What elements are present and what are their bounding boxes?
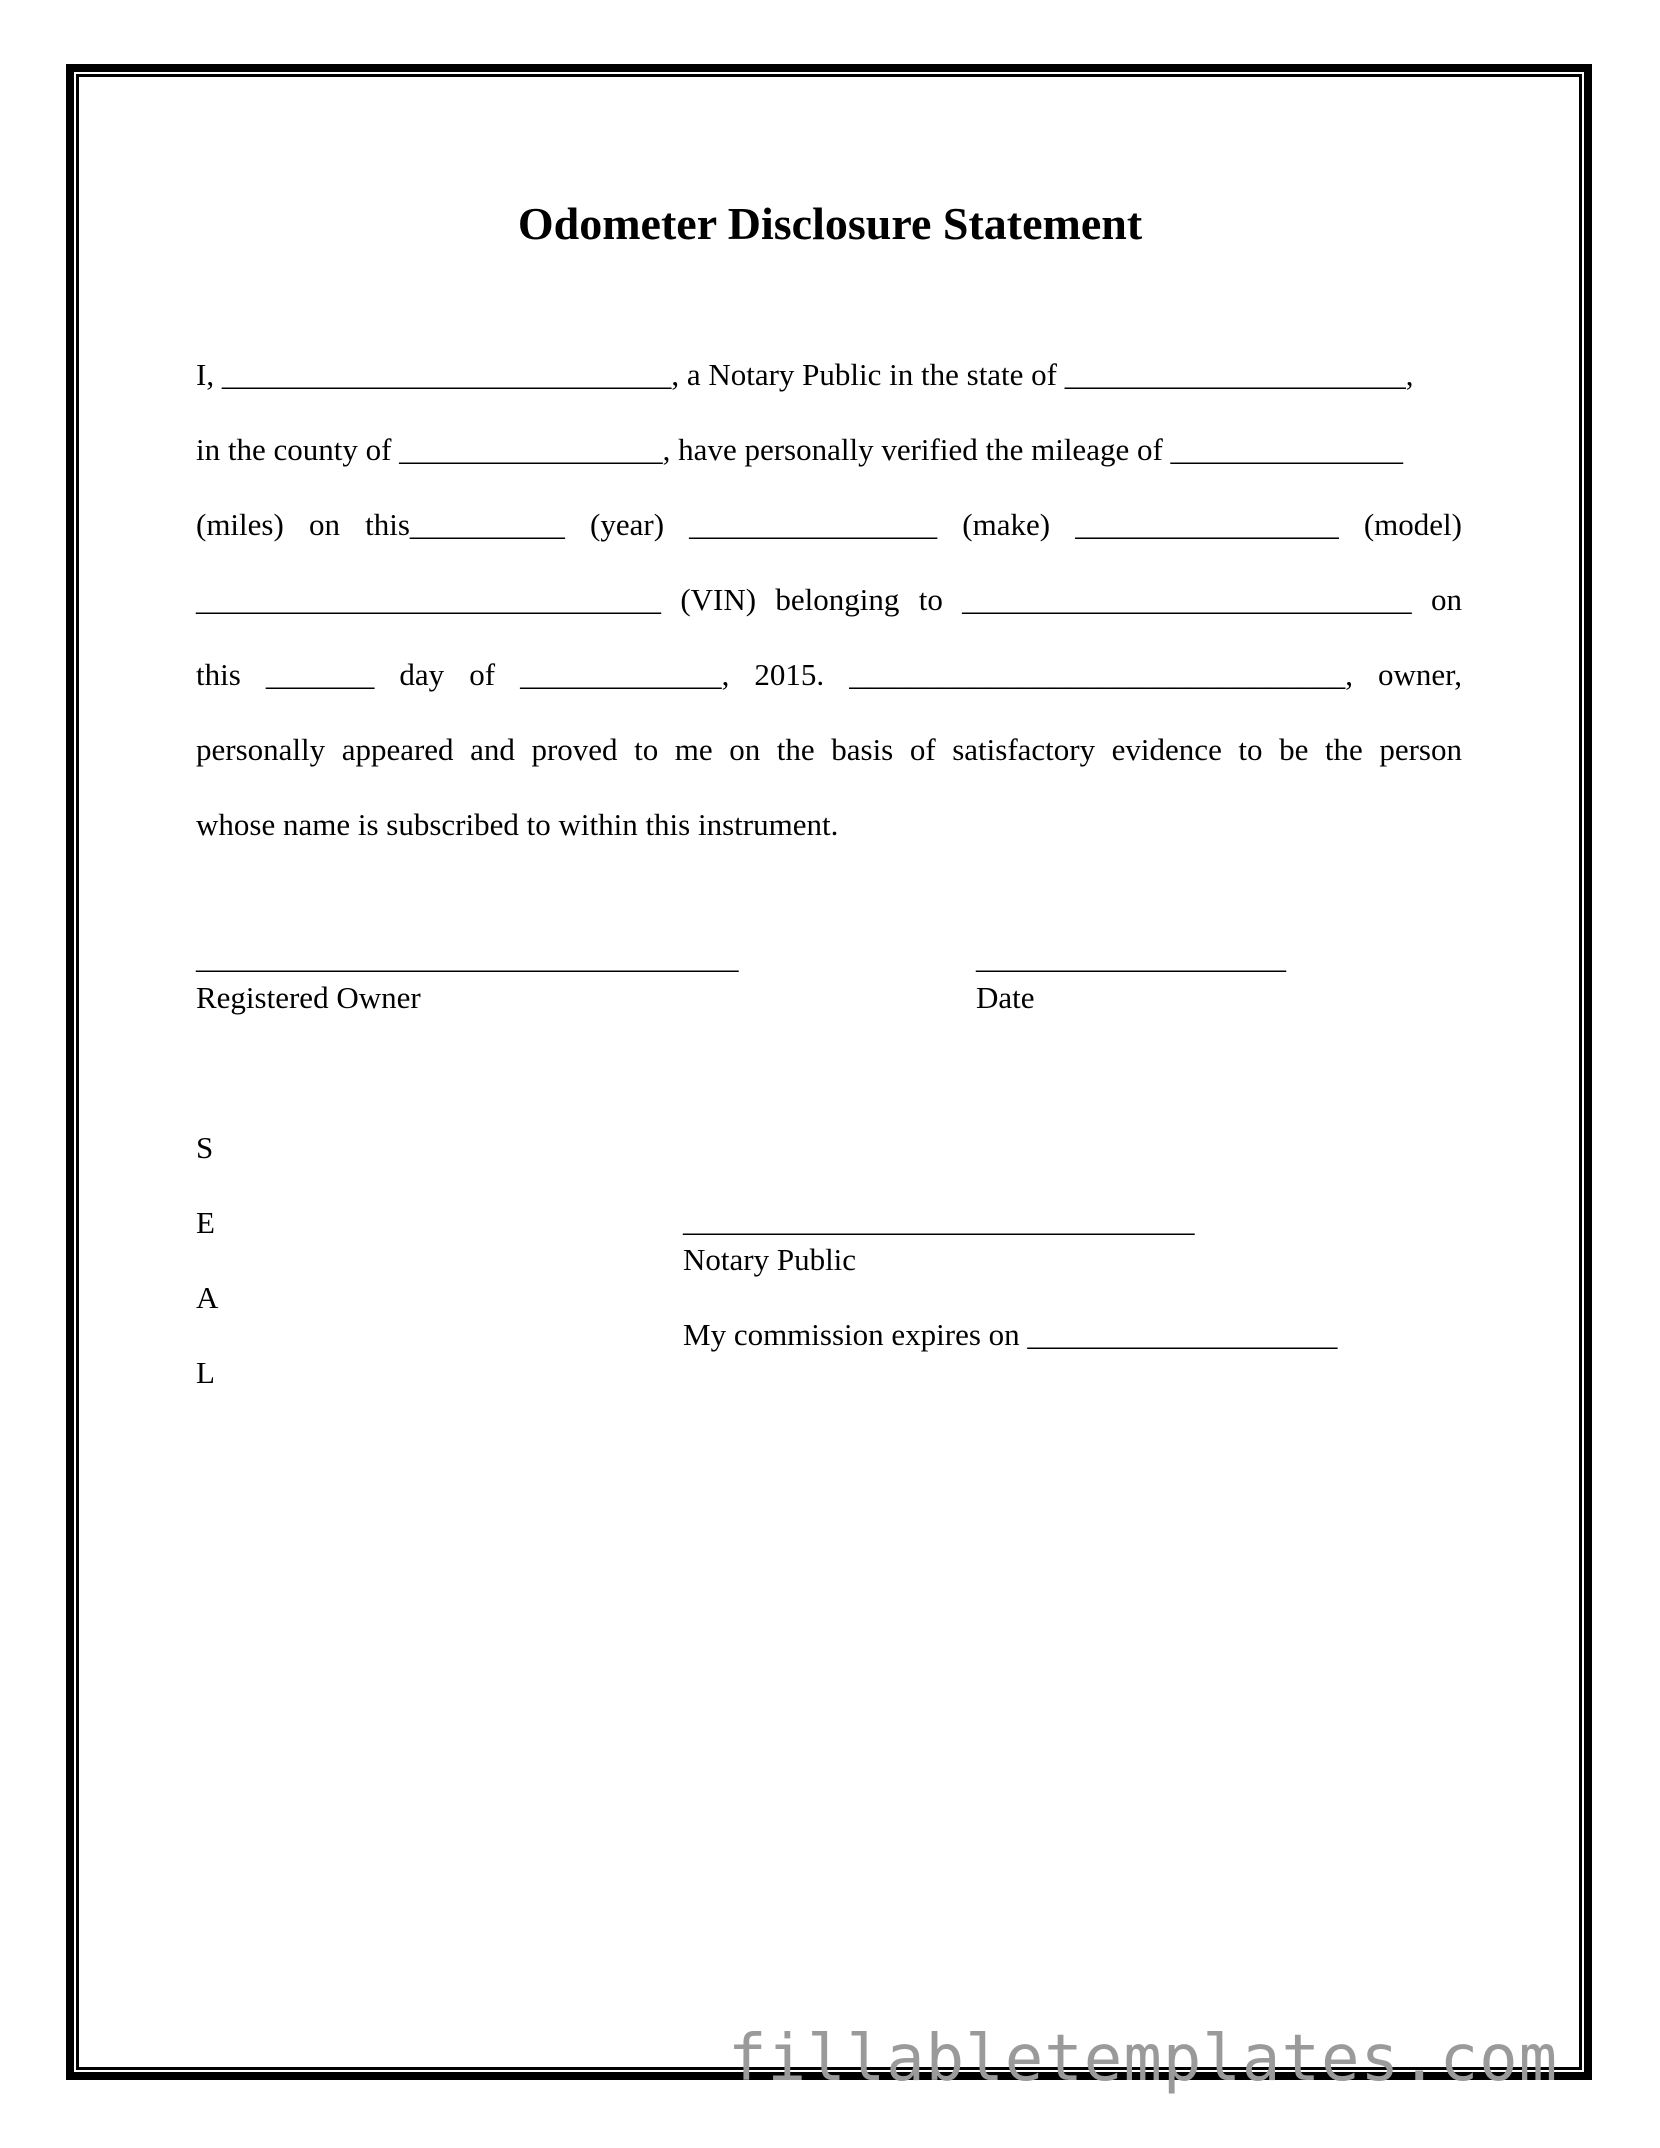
statement-body (196, 337, 1462, 862)
notary-label: Notary Public (683, 1242, 857, 1277)
statement-line-7: whose name is subscribed to within this instrument. (196, 807, 839, 842)
statement-line-2: in the county of _________________, have personally verified the mileage of _______________ (196, 432, 1404, 467)
commission-expiry-text: My commission expires on ____________________ (683, 1317, 1338, 1352)
seal-letter-s: S (196, 1130, 214, 1165)
seal-letter-e: E (196, 1205, 215, 1240)
statement-line-4: ______________________________ (VIN) belonging to _____________________________ on (196, 582, 1462, 617)
seal-letter-a: A (196, 1280, 219, 1315)
seal-letter-l: L (196, 1355, 215, 1390)
watermark-text: fillabletemplates.com (728, 2022, 1559, 2096)
notary-signature-line: _________________________________ (683, 1203, 1195, 1238)
statement-line-6: personally appeared and proved to me on the basis of satisfactory evidence to be the person (196, 732, 1462, 767)
document-title: Odometer Disclosure Statement (517, 198, 1143, 249)
owner-signature-line: ___________________________________ (196, 940, 739, 975)
statement-line-3: (miles) on this__________ (year) ________________ (make) _________________ (model) (196, 507, 1462, 542)
date-label: Date (976, 980, 1035, 1015)
owner-label: Registered Owner (196, 980, 421, 1015)
date-line: ____________________ (976, 940, 1286, 975)
statement-line-5: this _______ day of _____________, 2015. ________________________________, owner, (196, 657, 1462, 692)
statement-line-1: I, _____________________________, a Notary Public in the state of ______________________, (196, 357, 1414, 392)
